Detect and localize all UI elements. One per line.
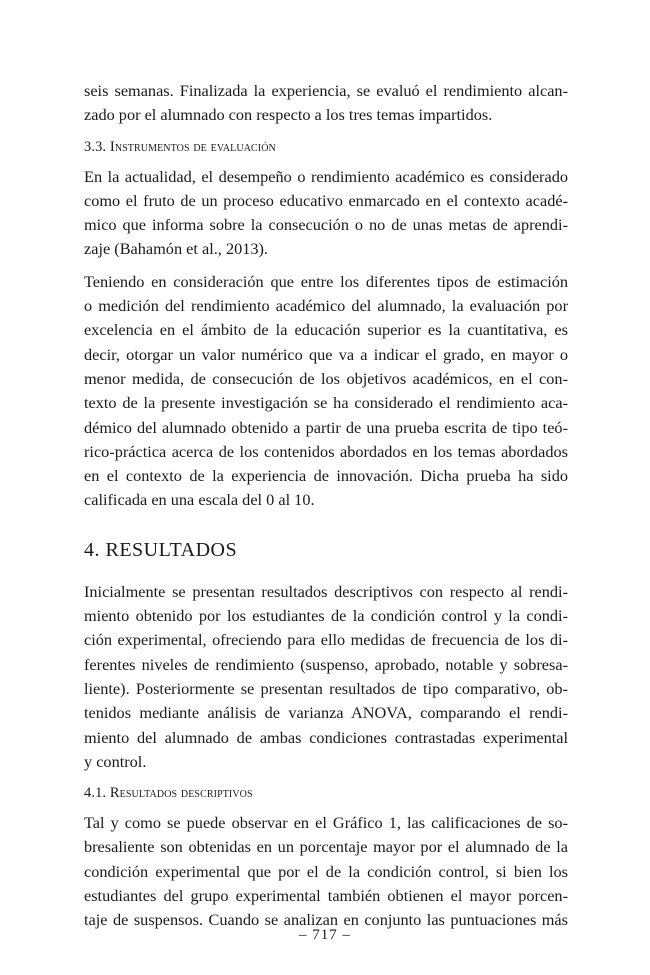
text-line: texto de la presente investigación se ha considerado el rendimiento aca- bbox=[84, 393, 568, 413]
text-line: calificada en una escala del 0 al 10. bbox=[84, 490, 315, 510]
text-line: Teniendo en consideración que entre los diferentes tipos de estimación bbox=[84, 271, 568, 291]
text-line: seis semanas. Finalizada la experiencia, se evaluó el rendimiento alcan- bbox=[84, 81, 568, 100]
text-line: o medición del rendimiento académico del alumnado, la evaluación por bbox=[84, 296, 568, 316]
text-line: condición experimental que por el de la condición control, si bien los bbox=[84, 861, 568, 881]
page-number: – 717 – bbox=[299, 927, 351, 943]
text-line: Inicialmente se presentan resultados descriptivos con respecto al rendi- bbox=[84, 581, 568, 601]
section-title: Resultados descriptivos bbox=[109, 785, 253, 802]
text-line: zado por el alumnado con respecto a los tres temas impartidos. bbox=[84, 105, 493, 125]
text-line: miento obtenido por los estudiantes de la condición control y la condi- bbox=[84, 606, 568, 626]
text-line: como el fruto de un proceso educativo enmarcado en el contexto acadé- bbox=[84, 190, 568, 210]
text-line: miento del alumnado de ambas condiciones contrastadas experimental bbox=[84, 727, 568, 747]
text-line: y control. bbox=[84, 751, 147, 771]
section-3-3-heading bbox=[84, 136, 568, 158]
text-line: liente). Posteriormente se presentan resultados de tipo comparativo, ob- bbox=[84, 678, 568, 698]
section-number: 3.3. bbox=[84, 138, 107, 155]
text-line: ferentes niveles de rendimiento (suspenso, aprobado, notable y sobresa- bbox=[84, 654, 568, 674]
text-line: ción experimental, ofreciendo para ello medidas de frecuencia de los di- bbox=[84, 630, 568, 650]
text-line: excelencia en el ámbito de la educación superior es la cuantitativa, es bbox=[84, 320, 568, 340]
text-line: decir, otorgar un valor numérico que va a indicar el grado, en mayor o bbox=[84, 344, 568, 364]
body-paragraph bbox=[84, 580, 568, 774]
body-paragraph bbox=[84, 811, 568, 932]
text-line: tenidos mediante análisis de varianza ANOVA, comparando el rendi- bbox=[84, 703, 568, 723]
section-4-heading: 4. RESULTADOS bbox=[84, 538, 238, 561]
section-title: Instrumentos de evaluación bbox=[109, 138, 276, 155]
text-line: estudiantes del grupo experimental también obtienen el mayor porcen- bbox=[84, 886, 568, 906]
text-line: zaje (Bahamón et al., 2013). bbox=[84, 239, 268, 259]
body-paragraph bbox=[84, 270, 568, 513]
text-line: taje de suspensos. Cuando se analizan en conjunto las puntuaciones más bbox=[84, 910, 568, 930]
text-line: en el contexto de la experiencia de innovación. Dicha prueba ha sido bbox=[84, 466, 568, 486]
section-number: 4.1. bbox=[84, 785, 107, 802]
body-paragraph-continuation bbox=[84, 79, 568, 128]
text-line: En la actualidad, el desempeño o rendimiento académico es considerado bbox=[84, 166, 568, 186]
text-line: Tal y como se puede observar en el Gráfico 1, las calificaciones de so- bbox=[84, 813, 568, 833]
section-4-1-heading bbox=[84, 782, 568, 804]
page-body bbox=[84, 79, 568, 933]
body-paragraph bbox=[84, 165, 568, 262]
text-line: menor medida, de consecución de los objetivos académicos, en el con- bbox=[84, 368, 568, 388]
text-line: rico-práctica acerca de los contenidos abordados en los temas abordados bbox=[84, 441, 568, 461]
text-line: mico que informa sobre la consecución o no de unas metas de aprendi- bbox=[84, 215, 568, 235]
text-line: bresaliente son obtenidas en un porcentaje mayor por el alumnado de la bbox=[84, 837, 568, 857]
text-line: démico del alumnado obtenido a partir de una prueba escrita de tipo teó- bbox=[84, 417, 568, 437]
